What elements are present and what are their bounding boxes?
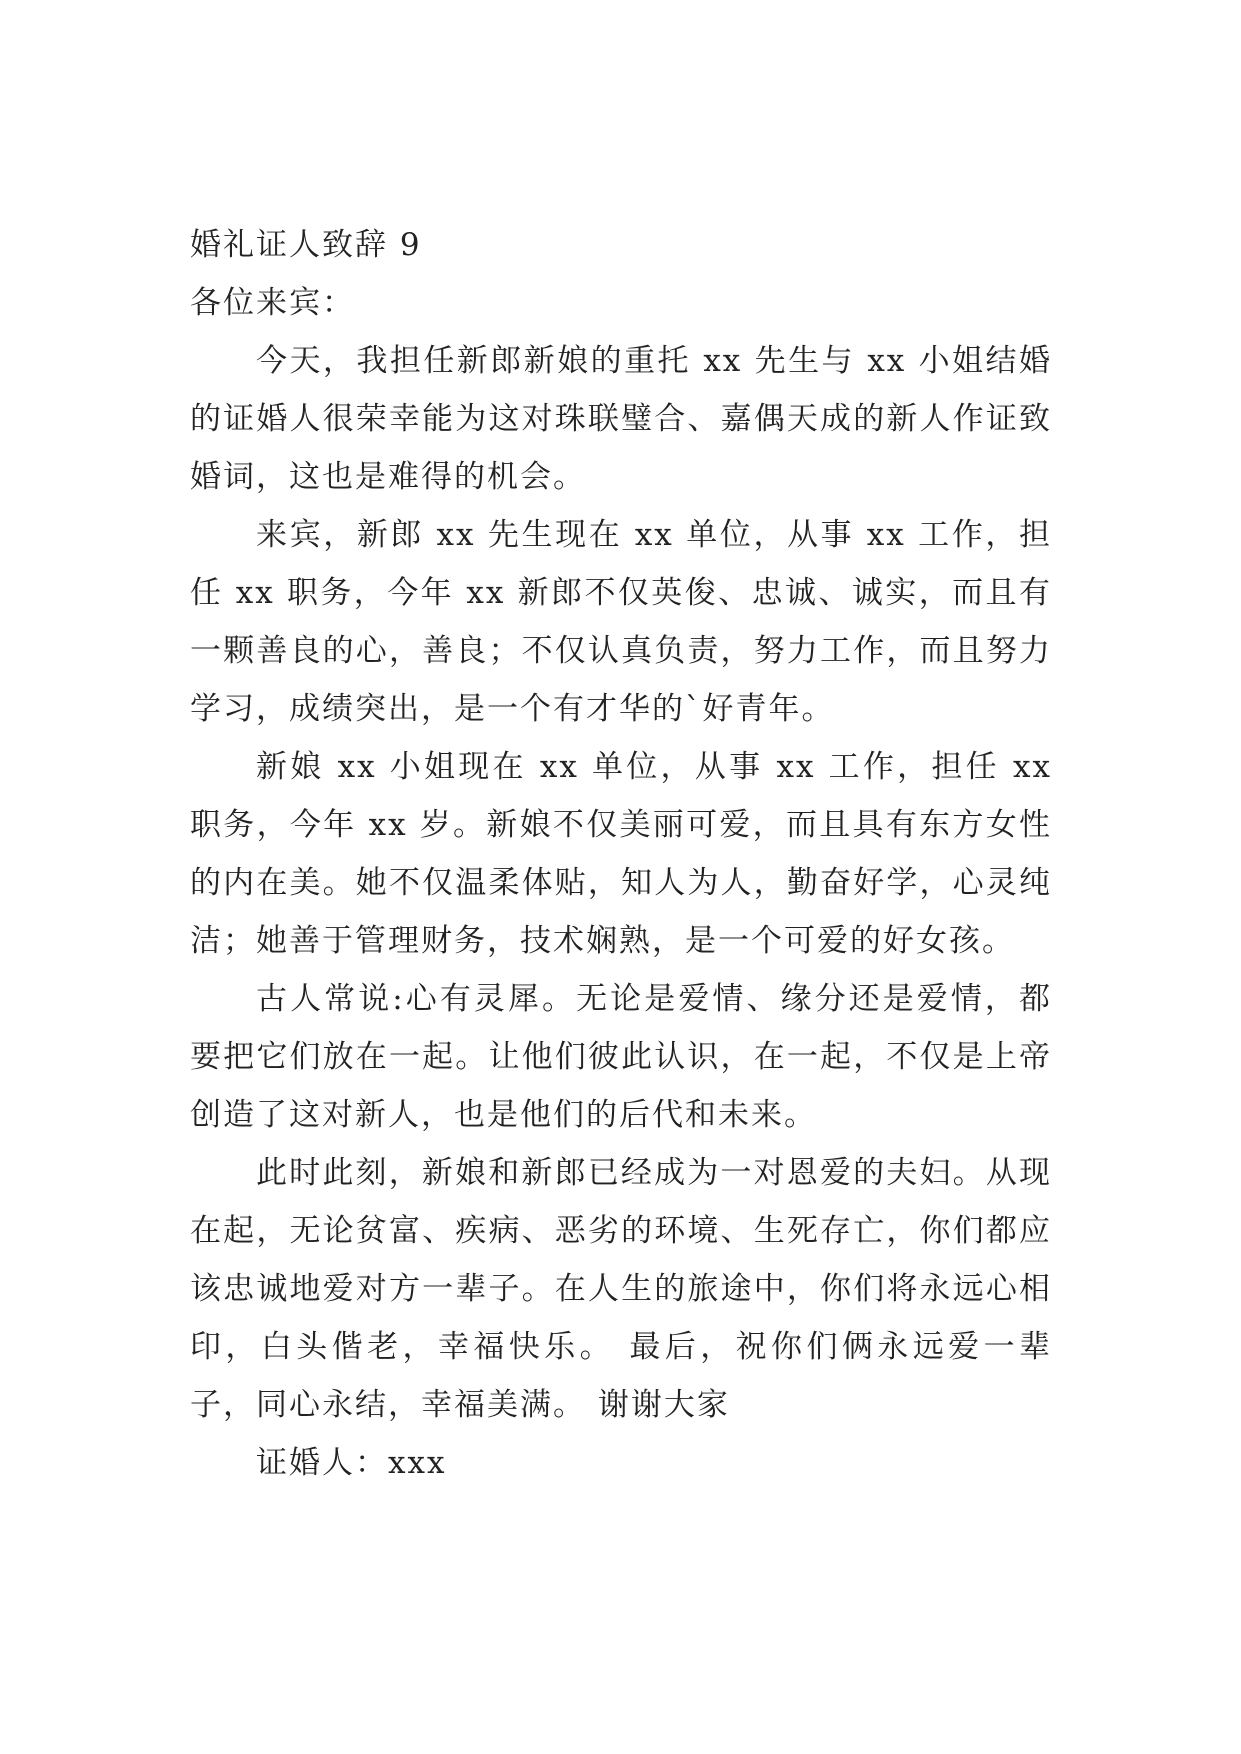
paragraph-groom: 来宾，新郎 xx 先生现在 xx 单位，从事 xx 工作，担任 xx 职务，今年 xx 新郎不仅英俊、忠诚、诚实，而且有一颗善良的心，善良；不仅认真负责，努力工作，而且努力学习，成绩突出，是一个有才华的`好青年。 <box>190 517 1052 727</box>
paragraph-blessing: 此时此刻，新娘和新郎已经成为一对恩爱的夫妇。从现在起，无论贫富、疾病、恶劣的环境、生死存亡，你们都应该忠诚地爱对方一辈子。在人生的旅途中，你们将永远心相印，白头偕老，幸福快乐。 最后，祝你们俩永远爱一辈子，同心永结，幸福美满。 谢谢大家 <box>190 1155 1052 1423</box>
salutation: 各位来宾： <box>190 285 355 321</box>
signature: 证婚人：xxx <box>256 1445 447 1481</box>
paragraph-opening: 今天，我担任新郎新娘的重托 xx 先生与 xx 小姐结婚的证婚人很荣幸能为这对珠联璧合、嘉偶天成的新人作证致婚词，这也是难得的机会。 <box>190 343 1052 495</box>
paragraph-destiny: 古人常说:心有灵犀。无论是爱情、缘分还是爱情，都要把它们放在一起。让他们彼此认识，在一起，不仅是上帝创造了这对新人，也是他们的后代和未来。 <box>190 981 1052 1133</box>
paragraph-bride: 新娘 xx 小姐现在 xx 单位，从事 xx 工作，担任 xx 职务，今年 xx 岁。新娘不仅美丽可爱，而且具有东方女性的内在美。她不仅温柔体贴，知人为人，勤奋好学，心灵纯洁；她善于管理财务，技术娴熟，是一个可爱的好女孩。 <box>190 749 1052 959</box>
document-body <box>190 216 1052 1492</box>
document-title: 婚礼证人致辞 9 <box>190 227 422 263</box>
